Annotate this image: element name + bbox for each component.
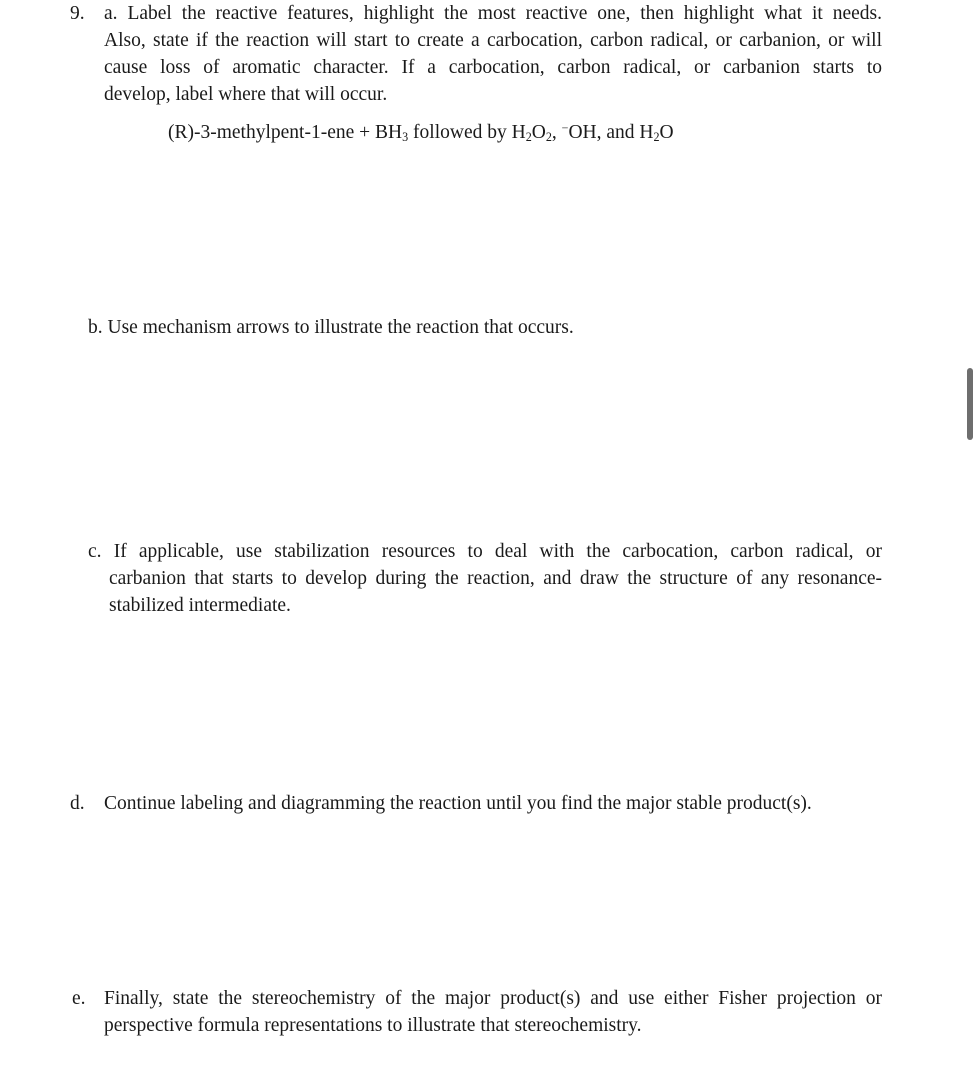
borane-subscript: 3	[402, 130, 409, 145]
reactant-text: (R)-3-methylpent-1-ene + BH	[168, 122, 403, 143]
comma-text: ,	[551, 122, 562, 143]
part-a-line-1: a. Label the reactive features, highlight the most reactive one, then highlight what it needs.	[104, 3, 882, 24]
part-a-text	[104, 0, 882, 108]
peroxide-subscript-2: 2	[545, 130, 552, 145]
part-e-text	[104, 985, 882, 1039]
part-b-text: b. Use mechanism arrows to illustrate the reaction that occurs.	[88, 317, 574, 338]
part-a-line-4: develop, label where that will occur.	[104, 84, 388, 105]
followed-by-text: followed by H	[408, 122, 526, 143]
water-tail-text: O	[659, 122, 674, 143]
part-c-line-2: carbanion that starts to develop during the reaction, and draw the structure of any resonance-	[109, 568, 882, 589]
scrollbar-thumb[interactable]	[967, 368, 973, 440]
part-d-letter: d.	[70, 793, 85, 814]
hydroxide-charge: −	[561, 120, 569, 135]
reaction-equation	[168, 119, 674, 146]
part-c-text	[88, 538, 882, 619]
question-number: 9.	[70, 3, 85, 24]
hydroxide-text: OH, and H	[568, 122, 654, 143]
water-subscript: 2	[653, 130, 660, 145]
part-c-line-1: c. If applicable, use stabilization resources to deal with the carbocation, carbon radical, or	[88, 541, 882, 562]
part-a-line-2: Also, state if the reaction will start to create a carbocation, carbon radical, or carbanion, or will	[104, 30, 882, 51]
part-e-line-2: perspective formula representations to illustrate that stereochemistry.	[104, 1015, 642, 1036]
peroxide-subscript-1: 2	[525, 130, 532, 145]
oxygen-text: O	[531, 122, 546, 143]
part-a-line-3: cause loss of aromatic character. If a carbocation, carbon radical, or carbanion starts to	[104, 57, 882, 78]
part-e-letter: e.	[72, 988, 86, 1009]
part-e-line-1: Finally, state the stereochemistry of the major product(s) and use either Fisher projection or	[104, 988, 882, 1009]
part-d-text: Continue labeling and diagramming the reaction until you find the major stable product(s).	[104, 793, 812, 814]
part-c-line-3: stabilized intermediate.	[109, 595, 291, 616]
